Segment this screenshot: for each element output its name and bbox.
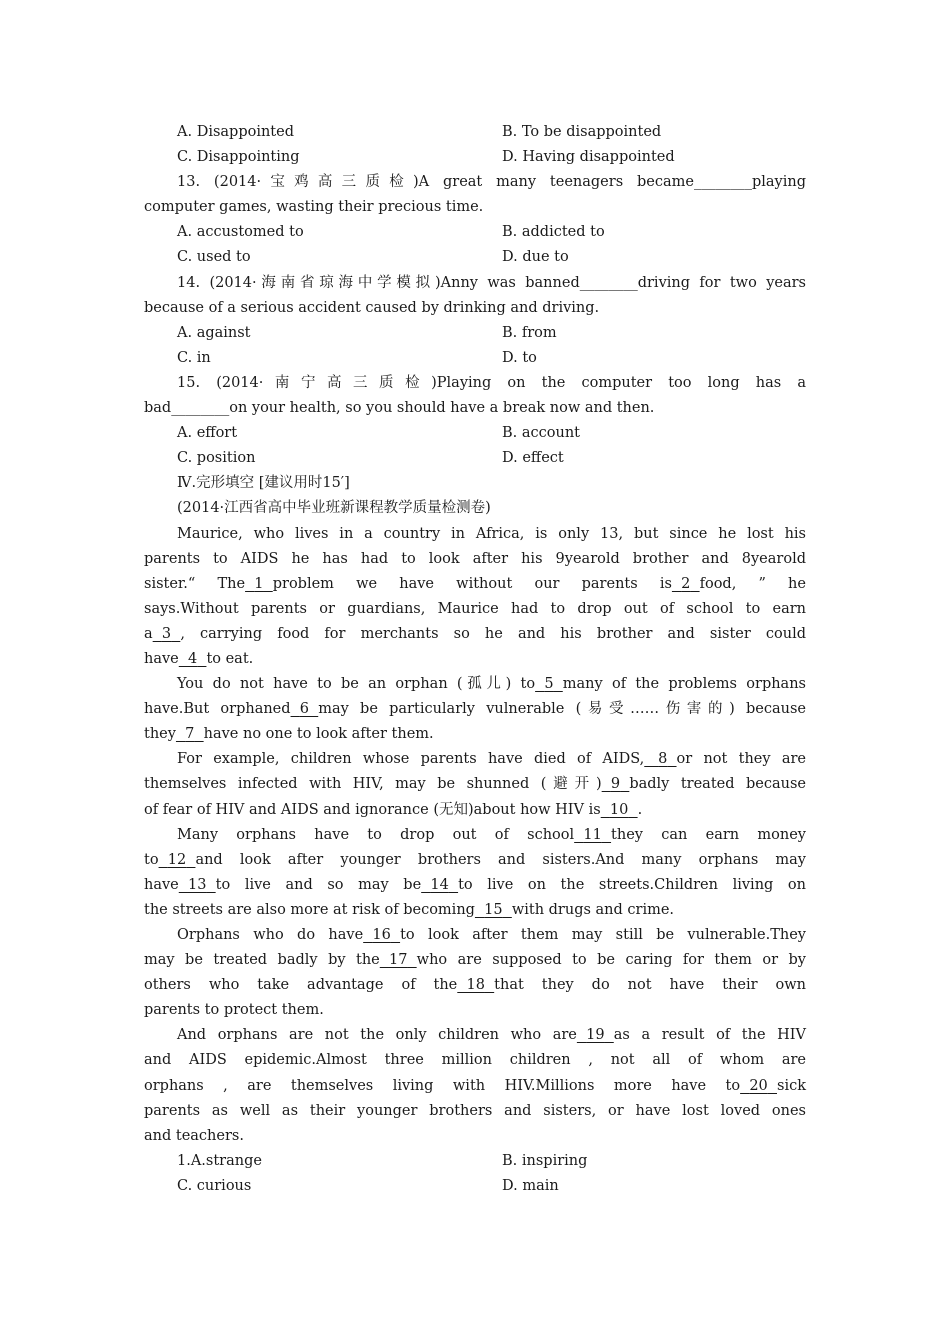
passage-line: and AIDS epidemic.Almost three million children , not all of whom are [144, 1052, 806, 1069]
blank-number: 14 [430, 876, 449, 893]
q15-option-c: C. position [177, 450, 256, 467]
passage-line [144, 647, 806, 672]
q1-option-b: B. inspiring [502, 1152, 588, 1169]
q15-stem-line-2: bad________on your health, so you should have a break now and then. [144, 400, 655, 417]
passage-line [144, 898, 806, 923]
q12-option-b: B. To be disappointed [502, 124, 662, 140]
cloze-blank-20 [740, 1074, 777, 1099]
blank-number: 17 [388, 952, 408, 969]
passage-line [144, 973, 806, 998]
q13-option-a: A. accustomed to [177, 224, 304, 241]
passage-line [144, 923, 806, 948]
q15-option-b: B. account [502, 425, 580, 442]
passage-text: to look after them may still be vulnerable.They [400, 927, 806, 943]
q1-options-row-2 [144, 1174, 806, 1199]
q15-stem-line-1: 15. (2014·南宁高三质检)Playing on the computer too long has a [177, 374, 806, 391]
cloze-blank-17 [380, 948, 417, 973]
cloze-blank-5 [535, 672, 563, 697]
q1-option-d: D. main [502, 1177, 559, 1194]
section-source: (2014·江西省高中毕业班新课程教学质量检测卷) [177, 500, 491, 517]
cloze-blank-8 [644, 747, 676, 772]
blank-number: 12 [167, 851, 187, 868]
passage-line [144, 948, 806, 973]
q14-stem-line-1: 14. (2014·海南省琼海中学模拟)Anny was banned________driving for two years [177, 274, 806, 291]
blank-number: 6 [299, 701, 309, 718]
passage-text: You do not have to be an orphan (孤儿) to [177, 676, 536, 693]
q15-option-a: A. effort [177, 425, 238, 442]
passage-text: have.But orphaned [144, 701, 291, 718]
passage-line: Maurice, who lives in a country in Africa, is only 13, but since he lost his [177, 525, 806, 542]
passage-text: food, ” he [699, 575, 806, 592]
passage-text: sick [777, 1077, 806, 1094]
blank-number: 9 [610, 776, 621, 793]
blank-number: 13 [187, 876, 207, 893]
blank-number: 3 [161, 625, 172, 642]
blank-number: 15 [484, 901, 503, 918]
exam-page [144, 120, 806, 1199]
q14-options-row-1 [144, 321, 806, 346]
q15-options-row-2 [144, 446, 806, 471]
passage-line [144, 873, 806, 898]
passage-text: may be particularly vulnerable (易受……伤害的) because [318, 701, 806, 718]
passage-line [144, 622, 806, 647]
passage-text: orphans , are themselves living with HIV.Millions more have to [144, 1077, 741, 1094]
q13-stem-line-1: 13. (2014·宝鸡高三质检)A great many teenagers became________playing [177, 174, 806, 191]
passage-line: and teachers. [144, 1127, 244, 1144]
passage-text: , carrying food for merchants so he and his brother and sister could [180, 625, 806, 642]
cloze-blank-12 [159, 848, 196, 873]
passage-text: . [637, 801, 643, 818]
q13-stem-line-2: computer games, wasting their precious time. [144, 199, 484, 216]
q15-options-row-1 [144, 421, 806, 446]
q13-options-row-1 [144, 220, 806, 245]
passage-line [144, 798, 806, 823]
cloze-blank-11 [574, 823, 611, 848]
cloze-blank-9 [602, 772, 630, 797]
cloze-blank-2 [672, 572, 700, 597]
passage-text: as a result of the HIV [613, 1027, 806, 1044]
passage-text: For example, children whose parents have died of AIDS, [177, 751, 645, 768]
blank-number: 7 [185, 726, 195, 743]
cloze-blank-7 [176, 722, 204, 747]
cloze-blank-6 [291, 697, 319, 722]
passage-text: or not they are [676, 751, 806, 768]
blank-number: 1 [254, 575, 264, 592]
cloze-blank-18 [457, 973, 494, 998]
passage-line [144, 697, 806, 722]
blank-number: 4 [187, 650, 198, 667]
blank-number: 18 [466, 977, 485, 994]
q1-option-c: C. curious [177, 1177, 252, 1194]
q15-option-d: D. effect [502, 450, 564, 467]
q14-options-row-2 [144, 346, 806, 371]
q13-option-d: D. due to [502, 249, 569, 266]
passage-line [144, 1023, 806, 1048]
q14-stem-line-2: because of a serious accident caused by drinking and driving. [144, 299, 600, 316]
passage-text: and look after younger brothers and sisters.And many orphans may [195, 851, 806, 868]
q12-options-row-1 [144, 120, 806, 145]
blank-number: 8 [658, 751, 668, 768]
passage-text: themselves infected with HIV, may be shunned (避开) [144, 776, 602, 793]
passage-text: have [144, 876, 179, 893]
blank-number: 16 [372, 927, 391, 943]
passage-text: And orphans are not the only children who are [177, 1027, 577, 1044]
q14-option-a: A. against [177, 324, 251, 341]
passage-line: parents to protect them. [144, 1002, 324, 1019]
q1-option-a: 1.A.strange [177, 1152, 262, 1169]
passage-text: to [144, 851, 159, 868]
passage-text: problem we have without our parents is [272, 575, 672, 592]
passage-text: a [144, 625, 153, 642]
passage-text: they can earn money [611, 826, 806, 843]
passage-text: the streets are also more at risk of becoming [144, 901, 475, 918]
passage-line [144, 1074, 806, 1099]
q14-option-c: C. in [177, 349, 211, 366]
blank-number: 2 [681, 575, 691, 592]
passage-line: says.Without parents or guardians, Maurice had to drop out of school to earn [144, 600, 806, 617]
cloze-blank-13 [179, 873, 216, 898]
cloze-blank-10 [601, 798, 638, 823]
passage-line [144, 823, 806, 848]
passage-text: with drugs and crime. [511, 901, 675, 918]
cloze-blank-15 [475, 898, 512, 923]
blank-number: 10 [609, 801, 629, 818]
blank-number: 20 [749, 1077, 768, 1094]
q13-options-row-2 [144, 245, 806, 270]
section-heading: Ⅳ.完形填空 [建议用时15′] [177, 475, 350, 492]
passage-line [144, 722, 806, 747]
passage-text: of fear of HIV and AIDS and ignorance (无知)about how HIV is [144, 801, 601, 818]
passage-text: badly treated because [629, 776, 806, 793]
passage-line [144, 672, 806, 697]
passage-text: who are supposed to be caring for them or by [416, 952, 806, 969]
q13-option-c: C. used to [177, 249, 251, 266]
passage-text: have no one to look after them. [203, 726, 434, 743]
passage-text: may be treated badly by the [144, 952, 380, 969]
q13-option-b: B. addicted to [502, 224, 605, 241]
passage-line: parents to AIDS he has had to look after his 9yearold brother and 8yearold [144, 550, 806, 567]
q12-option-d: D. Having disappointed [502, 149, 675, 166]
passage-text: others who take advantage of the [144, 977, 458, 994]
passage-text: Many orphans have to drop out of school [177, 826, 575, 843]
q12-option-a: A. Disappointed [177, 124, 294, 140]
blank-number: 19 [586, 1027, 605, 1044]
passage-text: have [144, 650, 179, 667]
passage-text: sister.“ The [144, 575, 246, 592]
blank-number: 5 [544, 676, 554, 693]
passage-line: parents as well as their younger brothers and sisters, or have lost loved ones [144, 1102, 806, 1119]
passage-text: Orphans who do have [177, 927, 364, 943]
cloze-blank-16 [363, 923, 400, 948]
passage-text: that they do not have their own [494, 977, 806, 994]
q12-option-c: C. Disappointing [177, 149, 300, 166]
passage-line [144, 572, 806, 597]
passage-text: to live and so may be [215, 876, 422, 893]
cloze-blank-14 [421, 873, 458, 898]
cloze-blank-3 [153, 622, 181, 647]
cloze-blank-1 [245, 572, 273, 597]
cloze-blank-19 [577, 1023, 614, 1048]
q14-option-b: B. from [502, 324, 557, 341]
cloze-blank-4 [179, 647, 207, 672]
q14-option-d: D. to [502, 349, 537, 366]
q1-options-row-1 [144, 1149, 806, 1174]
passage-line [144, 747, 806, 772]
passage-text: to eat. [206, 650, 254, 667]
passage-text: many of the problems orphans [562, 676, 806, 693]
passage-line [144, 848, 806, 873]
passage-line [144, 772, 806, 797]
blank-number: 11 [583, 826, 602, 843]
passage-text: they [144, 726, 176, 743]
q12-options-row-2 [144, 145, 806, 170]
passage-text: to live on the streets.Children living on [458, 876, 806, 893]
